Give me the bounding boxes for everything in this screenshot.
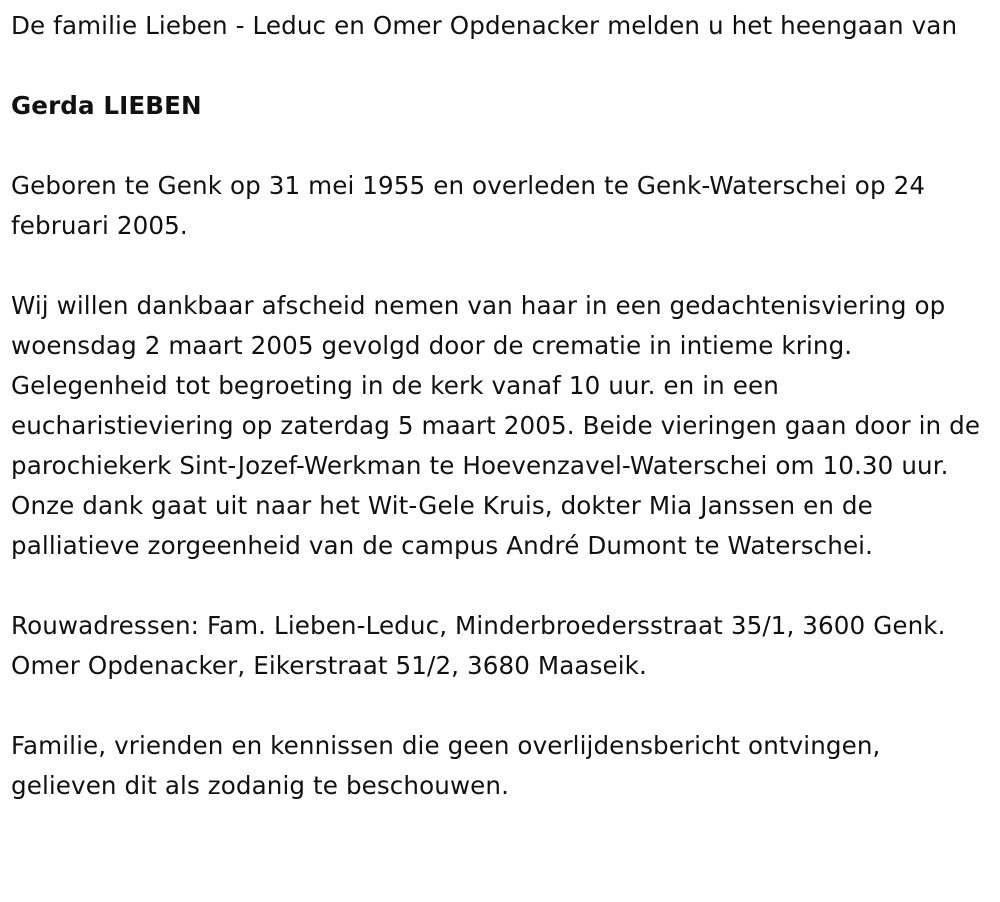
birth-death-text: Geboren te Genk op 31 mei 1955 en overleden te Genk-Waterschei op 24 februari 2005.: [11, 171, 926, 240]
ceremony-text: Wij willen dankbaar afscheid nemen van haar in een gedachtenisviering op woensdag 2 maart 2005 gevolgd door de crematie in intieme kring. Gelegenheid tot begroeting in de kerk vanaf 10 uur. en in een eucharistieviering op zaterdag 5 maart 2005. Beide vieringen gaan door in de parochiekerk Sint-Jozef-Werkman te Hoevenzavel-Waterschei om 10.30 uur. Onze dank gaat uit naar het Wit-Gele Kruis, dokter Mia Janssen en de palliatieve zorgeenheid van de campus André Dumont te Waterschei.: [11, 291, 981, 560]
addresses-text: Rouwadressen: Fam. Lieben-Leduc, Minderbroedersstraat 35/1, 3600 Genk. Omer Opdenacker, Eikerstraat 51/2, 3680 Maaseik.: [11, 611, 946, 680]
deceased-name: Gerda LIEBEN: [11, 91, 202, 120]
closing-text: Familie, vrienden en kennissen die geen overlijdensbericht ontvingen, gelieven dit als zodanig te beschouwen.: [11, 731, 881, 800]
intro-text: De familie Lieben - Leduc en Omer Opdenacker melden u het heengaan van: [11, 11, 958, 40]
